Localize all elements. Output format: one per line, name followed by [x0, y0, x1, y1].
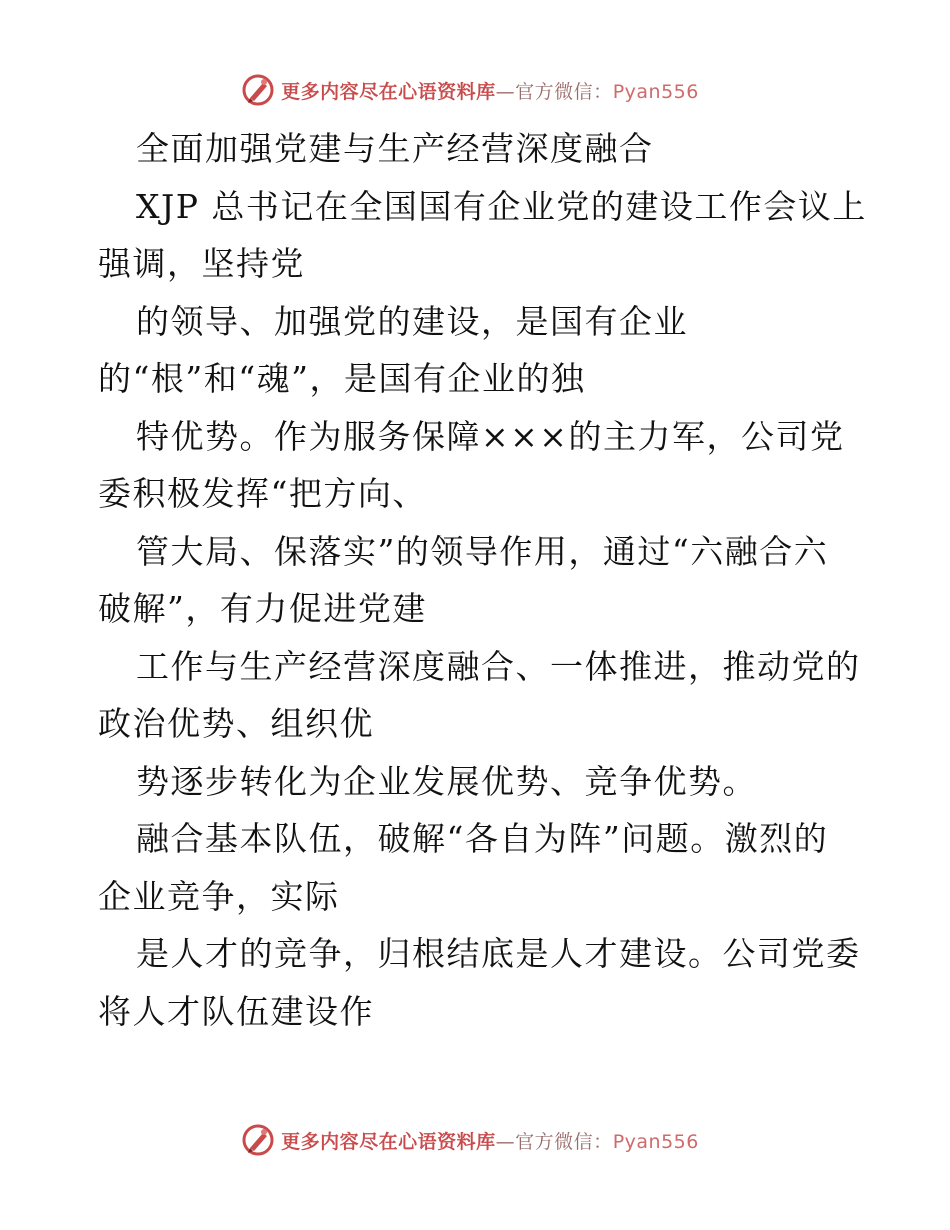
paragraph-line: 工作与生产经营深度融合、一体推进，推动党的 [136, 646, 861, 686]
paragraph-line: 的领导、加强党的建设，是国有企业 [136, 301, 688, 341]
banner-wechat-id: Pyan556 [612, 1130, 699, 1153]
header-banner-content [241, 73, 699, 107]
header-banner-text [281, 77, 699, 104]
document-body [98, 120, 867, 1040]
paragraph-line: 破解”，有力促进党建 [98, 589, 427, 628]
banner-wechat-id: Pyan556 [612, 80, 699, 103]
paragraph-line: 特优势。作为服务保障×××的主力军，公司党 [136, 416, 845, 456]
footer-banner-text [281, 1127, 699, 1154]
banner-brand: 更多内容尽在心语资料库 [281, 1130, 496, 1153]
paragraph-line: XJP 总书记在全国国有企业党的建设工作会议上 [136, 186, 867, 226]
banner-wechat-label: 官方微信： [515, 1130, 613, 1153]
paragraph-line: 政治优势、组织优 [98, 704, 374, 743]
paragraph-line: 强调，坚持党 [98, 244, 305, 283]
banner-wechat-label: 官方微信： [515, 80, 613, 103]
footer-banner [0, 1120, 950, 1160]
paragraph-line: 势逐步转化为企业发展优势、竞争优势。 [136, 761, 757, 801]
header-banner [0, 70, 950, 110]
paragraph-line: 的“根”和“魂”，是国有企业的独 [98, 359, 586, 398]
footer-banner-content [241, 1123, 699, 1157]
pen-logo-icon [241, 1123, 275, 1157]
paragraph-line: 是人才的竞争，归根结底是人才建设。公司党委 [136, 934, 861, 973]
pen-logo-icon [241, 73, 275, 107]
paragraph-line: 管大局、保落实”的领导作用，通过“六融合六 [136, 531, 829, 571]
paragraph-line: 企业竞争，实际 [98, 876, 340, 916]
paragraph-line: 融合基本队伍，破解“各自为阵”问题。激烈的 [136, 819, 829, 858]
banner-separator: — [495, 80, 516, 103]
banner-separator: — [495, 1130, 516, 1153]
document-title: 全面加强党建与生产经营深度融合 [136, 129, 654, 168]
paragraph-line: 将人才队伍建设作 [98, 991, 374, 1031]
banner-brand: 更多内容尽在心语资料库 [281, 80, 496, 103]
paragraph-line: 委积极发挥“把方向、 [98, 474, 427, 513]
